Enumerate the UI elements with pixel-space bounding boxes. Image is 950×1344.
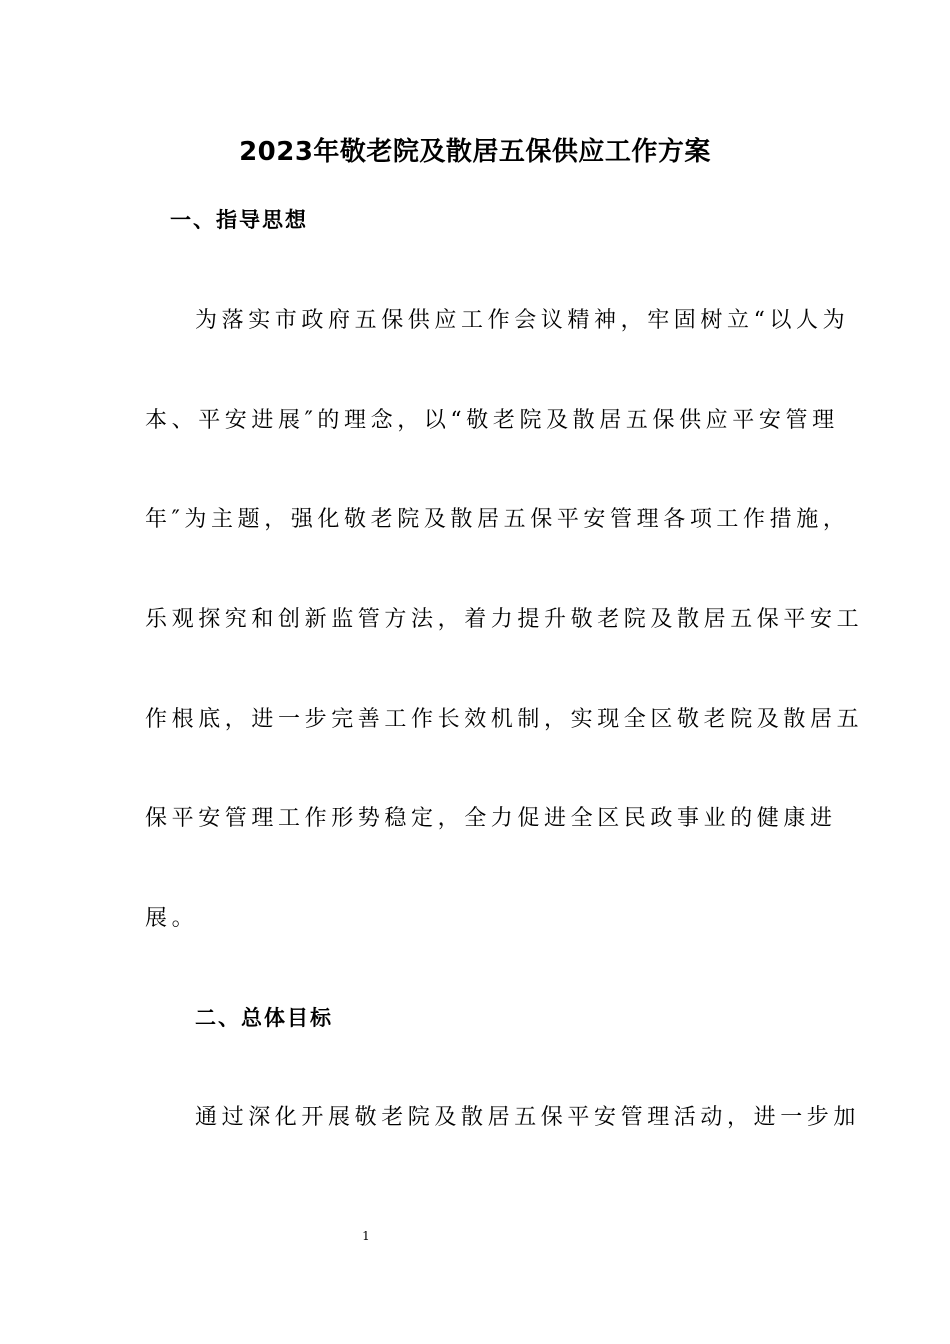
section-heading-overall-goal: 二、总体目标 (195, 1005, 333, 1030)
paragraph-line: 年″为主题，强化敬老院及散居五保平安管理各项工作措施， (145, 507, 850, 533)
paragraph-overall-goal (145, 1103, 861, 1203)
document-title: 2023年敬老院及散居五保供应工作方案 (239, 137, 711, 167)
paragraph-guiding-thought (145, 306, 864, 1004)
paragraph-line: 保平安管理工作形势稳定，全力促进全区民政事业的健康进 (145, 806, 837, 832)
paragraph-line: 展。 (145, 906, 199, 932)
paragraph-line: 乐观探究和创新监管方法，着力提升敬老院及散居五保平安工 (145, 607, 864, 633)
section-heading-guiding-thought: 一、指导思想 (170, 207, 308, 232)
paragraph-line: 通过深化开展敬老院及散居五保平安管理活动，进一步加 (195, 1105, 861, 1130)
paragraph-line: 为落实市政府五保供应工作会议精神，牢固树立“以人为 (195, 308, 850, 333)
paragraph-line: 本、平安进展″的理念，以“敬老院及散居五保供应平安管理 (145, 407, 839, 433)
page-number: 1 (362, 1229, 370, 1243)
paragraph-line: 作根底，进一步完善工作长效机制，实现全区敬老院及散居五 (145, 706, 864, 732)
